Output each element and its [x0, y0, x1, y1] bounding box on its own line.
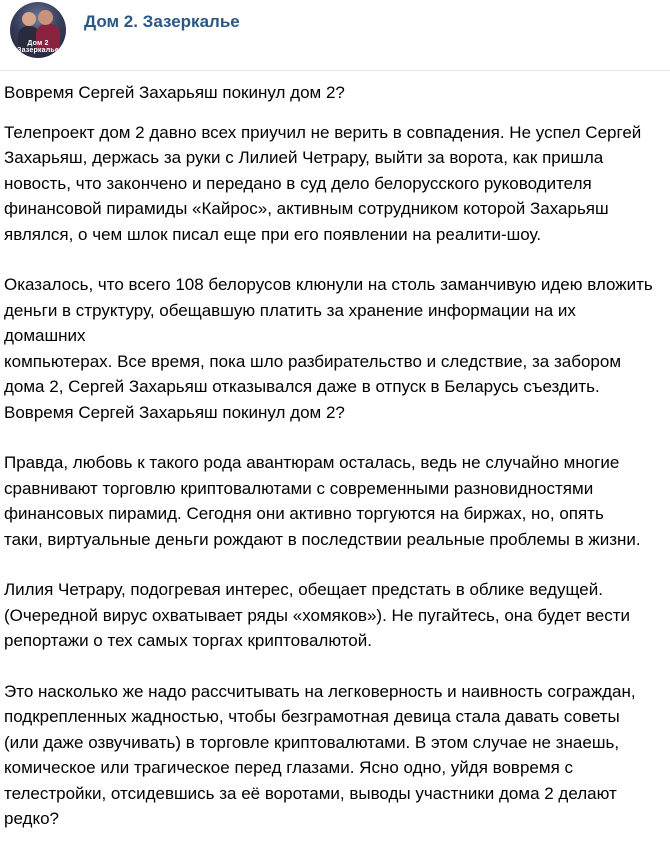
post-header: [0, 0, 670, 71]
post-paragraph-3: Правда, любовь к такого рода авантюрам осталась, ведь не случайно многие сравнивают торговлю криптовалютами с современными разновидностями финансовых пирамид. Сегодня они активно торгуются на биржах, но, опять таки, виртуальные деньги рождают в последствии реальные проблемы в жизни.: [4, 453, 641, 549]
post-title: Вовремя Сергей Захарьяш покинул дом 2?: [4, 83, 345, 102]
group-avatar[interactable]: [10, 2, 66, 58]
post-body: [0, 80, 670, 857]
avatar-logo: Дом 2 Зазеркалье: [17, 40, 59, 54]
group-name-link[interactable]: Дом 2. Зазеркалье: [84, 12, 240, 31]
post-paragraph-1: Телепроект дом 2 давно всех приучил не верить в совпадения. Не успел Сергей Захарьяш, держась за руки с Лилией Четрару, выйти за ворота, как пришла новость, что закончено и передано в суд дело белорусского руководителя финансовой пирамиды «Кайрос», активным сотрудником которой Захарьяш являлся, о чем шлок писал еще при его появлении на реалити-шоу.: [4, 122, 642, 244]
post-paragraph-4: Лилия Четрару, подогревая интерес, обещает предстать в облике ведущей. (Очередной вирус охватывает ряды «хомяков»). Не пугайтесь, она будет вести репортажи о тех самых торгах криптовалютой.: [4, 580, 631, 650]
avatar-face-right: [38, 10, 53, 25]
avatar-face-left: [22, 12, 36, 26]
post-paragraph-2: Оказалось, что всего 108 белорусов клюнули на столь заманчивую идею вложить деньги в структуру, обещавшую платить за хранение информации на их домашних компьютерах. Все время, пока шло разбирательство и следствие, за забором дома 2, Сергей Захарьяш отказывался даже в отпуск в Беларусь съездить. Вовремя Сергей Захарьяш покинул дом 2?: [4, 275, 653, 422]
post-paragraph-5: Это насколько же надо рассчитывать на легковерность и наивность сограждан, подкрепленных жадностью, чтобы безграмотная девица стала давать советы (или даже озвучивать) в торговле криптовалютами. В этом случае не знаешь, комическое или трагическое перед глазами. Ясно одно, уйдя вовремя с телестройки, отсидевшись за её воротами, выводы участники дома 2 делают редко?: [4, 681, 636, 828]
